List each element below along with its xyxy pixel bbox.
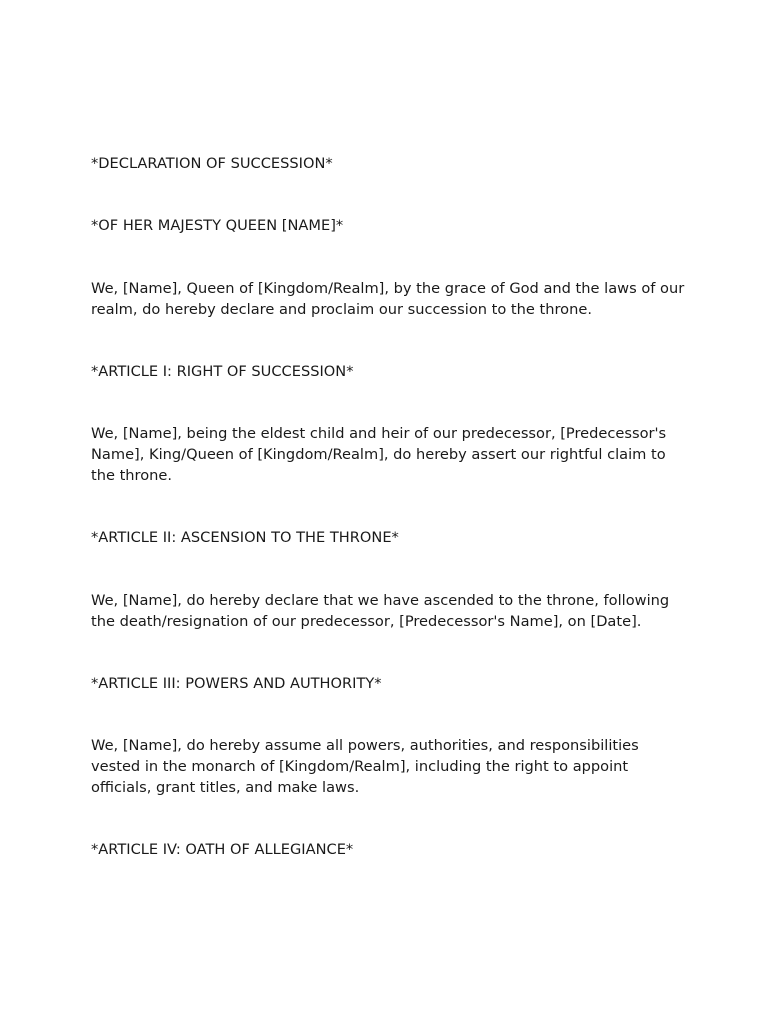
intro-paragraph: We, [Name], Queen of [Kingdom/Realm], by the grace of God and the laws of our realm, do hereby declare and proclaim our succession to the throne. (91, 279, 685, 318)
document-subtitle: *OF HER MAJESTY QUEEN [NAME]* (91, 217, 344, 235)
document-page (91, 154, 691, 903)
article-1-heading: *ARTICLE I: RIGHT OF SUCCESSION* (91, 362, 354, 380)
article-2-heading: *ARTICLE II: ASCENSION TO THE THRONE* (91, 529, 399, 547)
article-2-text: We, [Name], do hereby declare that we have ascended to the throne, following the death/resignation of our predecessor, [Predecessor's Name], on [Date]. (91, 591, 670, 630)
article-4-heading: *ARTICLE IV: OATH OF ALLEGIANCE* (91, 841, 354, 859)
document-title: *DECLARATION OF SUCCESSION* (91, 155, 333, 172)
article-1-text: We, [Name], being the eldest child and heir of our predecessor, [Predecessor's Name], King/Queen of [Kingdom/Realm], do hereby assert our rightful claim to the throne. (91, 425, 667, 484)
article-3-text: We, [Name], do hereby assume all powers, authorities, and responsibilities vested in the monarch of [Kingdom/Realm], including the right to appoint officials, grant titles, and make laws. (91, 737, 639, 796)
article-3-heading: *ARTICLE III: POWERS AND AUTHORITY* (91, 674, 382, 692)
